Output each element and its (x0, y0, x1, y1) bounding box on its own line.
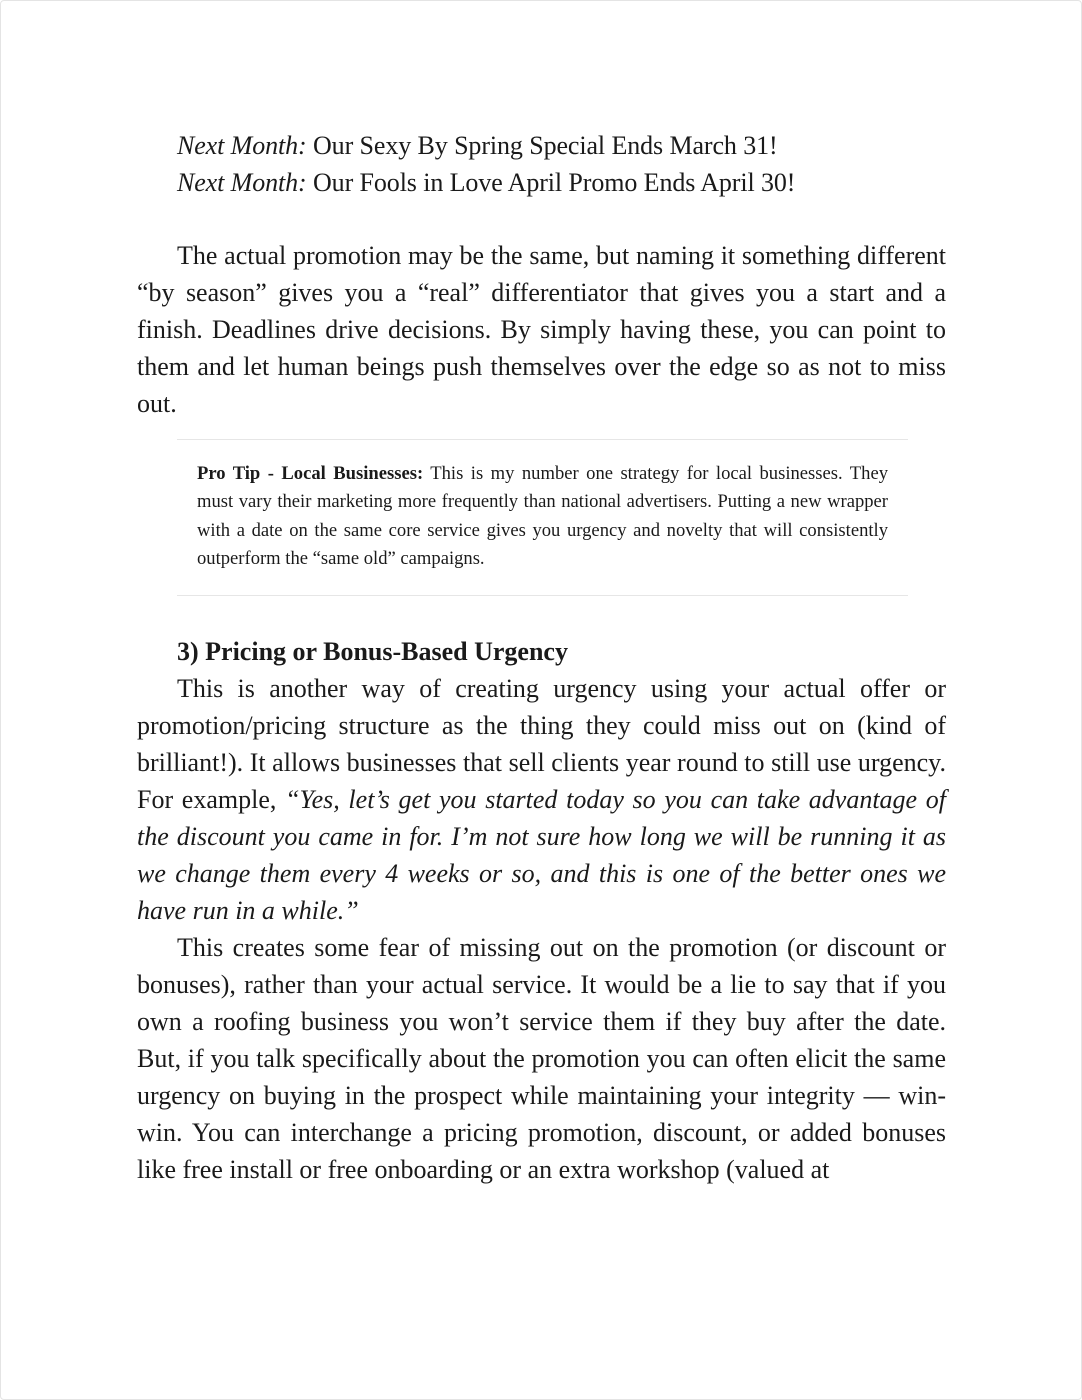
paragraph-fear-of-missing-out: This creates some fear of missing out on the promotion (or discount or bonuses), rather than your actual service. It would be a lie to say that if you own a roofing business you won’t service them if they buy after the date. But, if you talk specifically about the promotion you can often elicit the same urgency on buying in the prospect while maintaining your integrity — win-win. You can interchange a pricing promotion, discount, or added bonuses like free install or free onboarding or an extra workshop (valued at (137, 932, 946, 1184)
promo-line-label: Next Month: (177, 168, 307, 197)
paragraph-seasonal-naming: The actual promotion may be the same, but naming it something different “by season” gives you a “real” differentiator that gives you a start and a finish. Deadlines drive decisions. By simply having these, you can point to them and let human beings push themselves over the edge so as not to miss out. (137, 241, 946, 418)
paragraph-text: This is another way of creating urgency using your actual offer or promotion/pricing structure as the thing they could miss out on (kind of brilliant!). It allows businesses that sell clients year round to still use urgency. For example, (137, 673, 946, 814)
pro-tip-body: This is my number one strategy for local businesses. They must vary their marketing more frequently than national advertisers. Putting a new wrapper with a date on the same core service gives you urgency and novelty that will consistently outperform the “same old” campaigns. (197, 463, 888, 570)
promo-line-text: Our Fools in Love April Promo Ends April 30! (306, 168, 796, 197)
spacer (137, 201, 946, 237)
paragraph-pricing-urgency (137, 670, 946, 929)
pro-tip-text (197, 460, 888, 574)
page-content (137, 127, 946, 1188)
pro-tip-box (177, 439, 908, 596)
promo-line-text: Our Sexy By Spring Special Ends March 31! (306, 131, 778, 160)
example-quote: “Yes, let’s get you started today so you can take advantage of the discount you came in for. I’m not sure how long we will be running it as we change them every 4 weeks or so, and this is one of the better ones we have run in a while.” (137, 784, 946, 925)
section-heading: 3) Pricing or Bonus-Based Urgency (177, 636, 568, 666)
pro-tip-label: Pro Tip - Local Businesses: (197, 463, 424, 484)
promo-line-1 (137, 127, 946, 164)
promo-line-label: Next Month: (177, 131, 307, 160)
promo-line-2 (137, 164, 946, 201)
